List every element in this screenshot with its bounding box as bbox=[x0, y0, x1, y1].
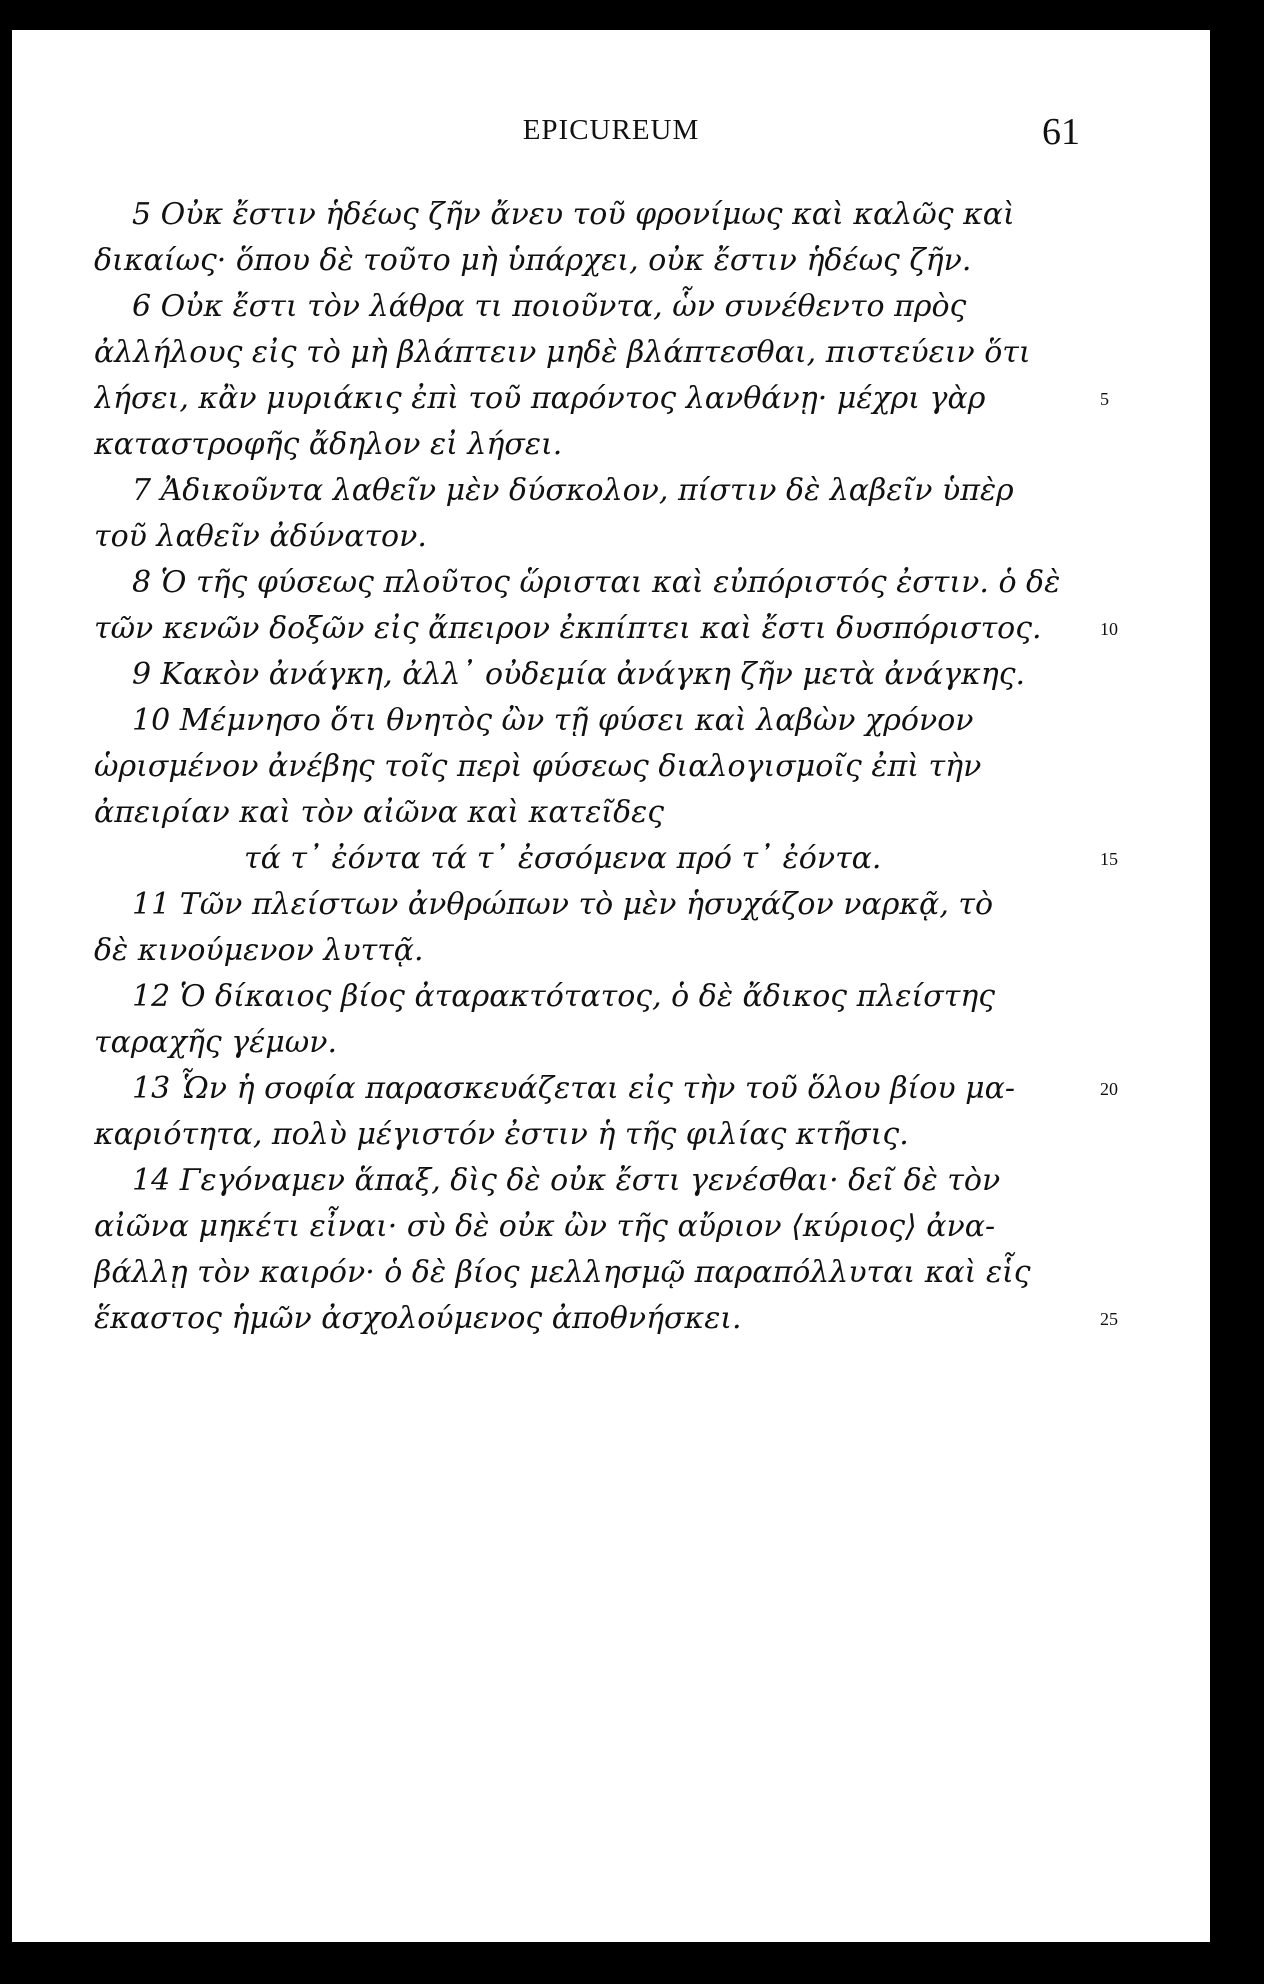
text-line: ὡρισμένον ἀνέβης τοῖς περὶ φύσεως διαλογισμοῖς ἐπὶ τὴν bbox=[94, 749, 982, 784]
margin-line-number: 20 bbox=[1100, 1079, 1118, 1099]
text-line: καριότητα, πολὺ μέγιστόν ἐστιν ἡ τῆς φιλίας κτῆσις. bbox=[94, 1117, 909, 1152]
text-line: λήσει, κἂν μυριάκις ἐπὶ τοῦ παρόντος λανθάνῃ· μέχρι γὰρ bbox=[94, 381, 986, 416]
text-line: 9 Κακὸν ἀνάγκη, ἀλλ᾽ οὐδεμία ἀνάγκη ζῆν μετὰ ἀνάγκης. bbox=[132, 657, 1026, 692]
margin-line-number: 10 bbox=[1100, 619, 1118, 639]
text-line: βάλλῃ τὸν καιρόν· ὁ δὲ βίος μελλησμῷ παραπόλλυται καὶ εἷς bbox=[94, 1255, 1031, 1290]
text-line: 6 Οὐκ ἔστι τὸν λάθρα τι ποιοῦντα, ὧν συνέθεντο πρὸς bbox=[132, 289, 967, 324]
text-line: δικαίως· ὅπου δὲ τοῦτο μὴ ὑπάρχει, οὐκ ἔστιν ἡδέως ζῆν. bbox=[94, 243, 972, 278]
verse-line: τά τ᾽ ἐόντα τά τ᾽ ἐσσόμενα πρό τ᾽ ἐόντα. bbox=[244, 841, 882, 876]
running-head: EPICUREUM bbox=[522, 114, 700, 146]
text-line: δὲ κινούμενον λυττᾷ. bbox=[94, 933, 424, 968]
page bbox=[12, 30, 1210, 1942]
text-line: 12 Ὁ δίκαιος βίος ἀταρακτότατος, ὁ δὲ ἄδικος πλείστης bbox=[132, 979, 996, 1014]
text-line: ταραχῆς γέμων. bbox=[94, 1025, 338, 1060]
margin-line-number: 5 bbox=[1100, 389, 1109, 409]
text-line: 13 Ὧν ἡ σοφία παρασκευάζεται εἰς τὴν τοῦ ὅλου βίου μα- bbox=[132, 1071, 1016, 1106]
page-number: 61 bbox=[1042, 111, 1080, 153]
text-line: καταστροφῆς ἄδηλον εἰ λήσει. bbox=[94, 427, 563, 462]
text-line: 11 Τῶν πλείστων ἀνθρώπων τὸ μὲν ἡσυχάζον ναρκᾷ, τὸ bbox=[132, 887, 994, 922]
text-line: 8 Ὁ τῆς φύσεως πλοῦτος ὥρισται καὶ εὐπόριστός ἐστιν. ὁ δὲ bbox=[132, 565, 1061, 600]
text-line: 10 Μέμνησο ὅτι θνητὸς ὢν τῇ φύσει καὶ λαβὼν χρόνον bbox=[132, 703, 974, 738]
text-line: ἀπειρίαν καὶ τὸν αἰῶνα καὶ κατεῖδες bbox=[94, 795, 665, 830]
text-line: αἰῶνα μηκέτι εἶναι· σὺ δὲ οὐκ ὢν τῆς αὔριον ⟨κύριος⟩ ἀνα- bbox=[94, 1209, 996, 1244]
margin-line-number: 25 bbox=[1100, 1309, 1118, 1329]
page-header bbox=[12, 110, 1210, 160]
text-line: τῶν κενῶν δοξῶν εἰς ἄπειρον ἐκπίπτει καὶ ἔστι δυσπόριστος. bbox=[94, 611, 1042, 646]
margin-line-number: 15 bbox=[1100, 849, 1118, 869]
text-line: τοῦ λαθεῖν ἀδύνατον. bbox=[94, 519, 427, 554]
text-line: 5 Οὐκ ἔστιν ἡδέως ζῆν ἄνευ τοῦ φρονίμως καὶ καλῶς καὶ bbox=[132, 197, 1015, 232]
text-line: ἀλλήλους εἰς τὸ μὴ βλάπτειν μηδὲ βλάπτεσθαι, πιστεύειν ὅτι bbox=[94, 335, 1031, 370]
text-line: ἕκαστος ἡμῶν ἀσχολούμενος ἀποθνήσκει. bbox=[94, 1301, 742, 1336]
text-line: 7 Ἀδικοῦντα λαθεῖν μὲν δύσκολον, πίστιν δὲ λαβεῖν ὑπὲρ bbox=[132, 473, 1014, 508]
text-line: 14 Γεγόναμεν ἅπαξ, δὶς δὲ οὐκ ἔστι γενέσθαι· δεῖ δὲ τὸν bbox=[132, 1163, 1001, 1198]
